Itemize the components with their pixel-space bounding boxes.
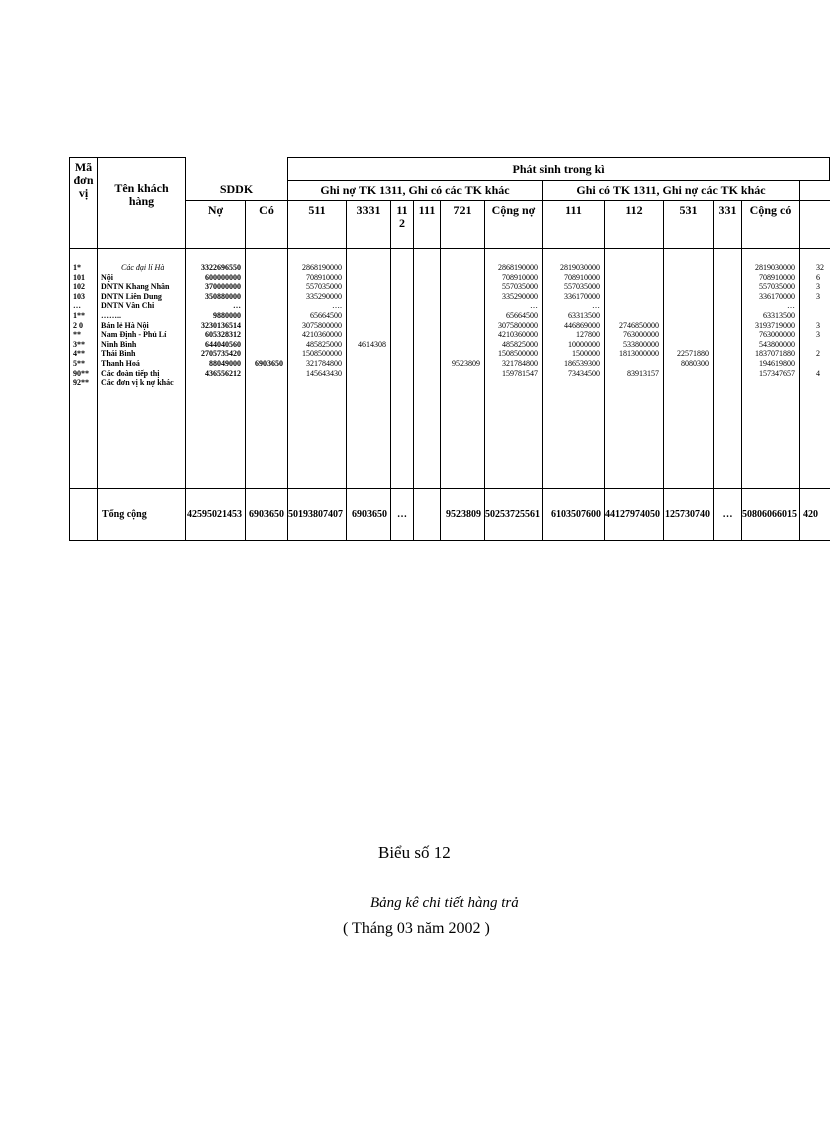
cell-value: 32 <box>816 263 824 272</box>
cell-value <box>664 273 709 283</box>
cell-value: 92** <box>73 378 89 388</box>
header-721: 721 <box>441 201 485 249</box>
cell-value <box>246 263 283 273</box>
header-no: Nợ <box>186 201 246 249</box>
debit-112-column <box>391 249 414 489</box>
cell-value: …. <box>332 301 342 311</box>
cell-value: … <box>530 301 538 311</box>
header-cong-co: Cộng có <box>742 201 800 249</box>
sddk-no-column <box>186 249 246 489</box>
cell-value: 3 <box>816 291 820 301</box>
cell-value <box>347 273 386 283</box>
cell-value <box>441 263 480 273</box>
cell-value <box>441 292 480 302</box>
cell-value <box>347 263 386 273</box>
cell-value: Nội <box>101 272 113 282</box>
cell-value: 644040560 <box>205 339 241 349</box>
cell-value <box>246 273 283 283</box>
cell-value: …….. <box>101 310 121 320</box>
cell-value <box>742 378 795 388</box>
header-sddk-cell <box>186 158 288 201</box>
cell-value: 3322696550 <box>201 263 241 272</box>
cell-value: Nam Định - Phủ Lí <box>101 330 167 340</box>
cell-value: 3075800000 <box>498 320 538 330</box>
cell-value: Các đoàn tiếp thị <box>101 368 160 378</box>
customer-names-column <box>98 249 186 489</box>
receivables-ledger-table <box>69 157 830 541</box>
cell-value <box>605 301 659 311</box>
cell-value: 127800 <box>576 330 600 340</box>
header-tail <box>800 181 830 201</box>
cell-value: 65664500 <box>506 310 538 320</box>
cell-value <box>605 263 659 273</box>
cell-value: 763000000 <box>759 330 795 340</box>
cell-value: 557035000 <box>502 282 538 292</box>
total-cong-no: 50253725561 <box>485 489 543 541</box>
cell-value: 2868190000 <box>302 263 342 272</box>
total-code <box>70 489 98 541</box>
cell-value: 557035000 <box>306 282 342 292</box>
cell-value: 63313500 <box>568 310 600 320</box>
cell-value <box>441 330 480 340</box>
cell-value <box>816 311 830 321</box>
cell-value <box>816 378 830 388</box>
cell-value: 4** <box>73 349 85 359</box>
cell-value: 3** <box>73 339 85 349</box>
cell-value: 1* <box>73 263 81 272</box>
header-ma-don-vi: Mã đơn vị <box>70 158 98 249</box>
cell-value: 3 <box>816 330 820 340</box>
cell-value: DNTN Khang Nhân <box>101 282 170 292</box>
total-721: 9523809 <box>441 489 485 541</box>
cell-value: 186539300 <box>564 358 600 368</box>
cell-value: 101 <box>73 272 85 282</box>
cell-value <box>664 292 709 302</box>
credit-331-column <box>714 249 742 489</box>
cell-value <box>605 282 659 292</box>
cell-value: 446869000 <box>564 320 600 330</box>
tail-column <box>800 249 830 489</box>
header-3331: 3331 <box>347 201 391 249</box>
cell-value: 157347657 <box>759 368 795 378</box>
total-tail: 420 <box>800 489 830 541</box>
cell-value: 321784800 <box>502 358 538 368</box>
cell-value <box>246 330 283 340</box>
cell-value: 10000000 <box>568 339 600 349</box>
cell-value: ** <box>73 330 81 340</box>
cell-value: 103 <box>73 291 85 301</box>
cell-value: 1** <box>73 310 85 320</box>
debit-3331-column <box>347 249 391 489</box>
cell-value <box>347 349 386 359</box>
cell-value: 335290000 <box>306 291 342 301</box>
cell-value: 5** <box>73 358 85 368</box>
cell-value <box>246 369 283 379</box>
cell-value: 90** <box>73 368 89 378</box>
cell-value: … <box>592 301 600 311</box>
codes-column <box>70 249 98 489</box>
cell-value: 88049000 <box>209 358 241 368</box>
cell-value: 102 <box>73 282 85 292</box>
cell-value <box>441 282 480 292</box>
cell-value: 336170000 <box>759 291 795 301</box>
cell-value: 708910000 <box>306 272 342 282</box>
sddk-co-column <box>246 249 288 489</box>
cell-value: DNTN Liên Dung <box>101 291 162 301</box>
cell-value: 3 <box>816 282 820 292</box>
cong-co-column <box>742 249 800 489</box>
cell-value <box>441 311 480 321</box>
report-caption: Bảng kê chi tiết hàng trả <box>370 895 519 911</box>
cell-value <box>485 378 538 388</box>
header-111: 111 <box>414 201 441 249</box>
cell-value: 3075800000 <box>302 320 342 330</box>
cell-value: 436556212 <box>205 368 241 378</box>
cell-value: 65664500 <box>310 310 342 320</box>
cell-value: 605328312 <box>205 330 241 340</box>
cell-value: 708910000 <box>564 272 600 282</box>
cell-value: 1508500000 <box>498 349 538 359</box>
cell-value <box>441 321 480 331</box>
cell-value <box>347 282 386 292</box>
cell-value <box>186 378 241 388</box>
cell-value: 763000000 <box>623 330 659 340</box>
header-ghi-co-group: Ghi có TK 1311, Ghi nợ các TK khác <box>543 181 800 201</box>
cell-value <box>605 378 659 388</box>
cell-value <box>347 301 386 311</box>
total-credit-331: … <box>714 489 742 541</box>
cell-value <box>246 321 283 331</box>
cell-value: 6903650 <box>255 358 283 368</box>
cong-no-column <box>485 249 543 489</box>
cell-value: Thái Bình <box>101 349 136 359</box>
cell-value: 159781547 <box>502 368 538 378</box>
report-period: ( Tháng 03 năm 2002 ) <box>343 920 490 937</box>
cell-value: 600000000 <box>205 272 241 282</box>
cell-value <box>288 378 342 388</box>
cell-value: Bán lẻ Hà Nội <box>101 320 149 330</box>
cell-value <box>347 311 386 321</box>
cell-value: 4 <box>816 368 820 378</box>
cell-value: … <box>233 301 241 311</box>
cell-value: Các đơn vị k nợ khác <box>101 378 174 388</box>
cell-value: 4614308 <box>358 339 386 349</box>
header-sddk: SDDK <box>219 181 254 196</box>
cell-value: 3193719000 <box>755 320 795 330</box>
cell-value <box>246 282 283 292</box>
total-3331: 6903650 <box>347 489 391 541</box>
cell-value <box>347 369 386 379</box>
header-112: 11 2 <box>391 201 414 249</box>
total-credit-111: 6103507600 <box>543 489 605 541</box>
cell-value <box>816 340 830 350</box>
cell-value: Ninh Bình <box>101 339 137 349</box>
cell-value: 1508500000 <box>302 349 342 359</box>
cell-value: 370000000 <box>205 282 241 292</box>
cell-value <box>605 273 659 283</box>
cell-value <box>664 301 709 311</box>
total-111 <box>414 489 441 541</box>
cell-value: 2819030000 <box>755 263 795 272</box>
cell-value <box>605 292 659 302</box>
total-sddk-no: 42595021453 <box>186 489 246 541</box>
header-ten-khach-hang: Tên khách hàng <box>98 158 186 249</box>
cell-value: 145643430 <box>306 368 342 378</box>
cell-value: 557035000 <box>564 282 600 292</box>
cell-value <box>664 321 709 331</box>
cell-value <box>441 369 480 379</box>
cell-value <box>441 301 480 311</box>
cell-value: 335290000 <box>502 291 538 301</box>
cell-value <box>347 321 386 331</box>
cell-value: 1813000000 <box>619 349 659 359</box>
cell-value <box>347 378 386 388</box>
cell-value: Các đại lí Hà <box>121 263 165 272</box>
cell-value: 2 <box>816 349 820 359</box>
header-credit-531: 531 <box>664 201 714 249</box>
total-credit-112: 44127974050 <box>605 489 664 541</box>
debit-721-column <box>441 249 485 489</box>
cell-value <box>664 378 709 388</box>
cell-value <box>246 311 283 321</box>
cell-value: 350880000 <box>205 291 241 301</box>
cell-value: 4210360000 <box>498 330 538 340</box>
debit-511-column <box>288 249 347 489</box>
cell-value <box>543 378 600 388</box>
cell-value: DNTN Vân Chi <box>101 301 155 311</box>
header-cong-no: Cộng nợ <box>485 201 543 249</box>
cell-value <box>441 340 480 350</box>
cell-value: 336170000 <box>564 291 600 301</box>
cell-value: 2705735420 <box>201 349 241 359</box>
cell-value: 22571880 <box>677 349 709 359</box>
credit-531-column <box>664 249 714 489</box>
cell-value <box>347 359 386 369</box>
form-number: Biểu số 12 <box>378 843 451 862</box>
cell-value <box>664 340 709 350</box>
cell-value <box>664 311 709 321</box>
cell-value: 485825000 <box>502 339 538 349</box>
cell-value: 1837071880 <box>755 349 795 359</box>
header-co: Có <box>246 201 288 249</box>
cell-value <box>441 349 480 359</box>
header-credit-331: 331 <box>714 201 742 249</box>
cell-value <box>441 273 480 283</box>
debit-111-column <box>414 249 441 489</box>
cell-value <box>816 359 830 369</box>
cell-value: 533800000 <box>623 339 659 349</box>
cell-value <box>605 311 659 321</box>
header-credit-112: 112 <box>605 201 664 249</box>
total-112-dots: … <box>391 489 414 541</box>
cell-value: 557035000 <box>759 282 795 292</box>
cell-value: 8080300 <box>681 358 709 368</box>
cell-value: 543800000 <box>759 339 795 349</box>
cell-value: 4210360000 <box>302 330 342 340</box>
credit-111-column <box>543 249 605 489</box>
cell-value <box>816 301 830 311</box>
cell-value: 2868190000 <box>498 263 538 272</box>
cell-value: 6 <box>816 272 820 282</box>
cell-value: 9880000 <box>213 310 241 320</box>
cell-value <box>664 282 709 292</box>
cell-value: Thanh Hoá <box>101 358 140 368</box>
cell-value: 2 0 <box>73 320 83 330</box>
cell-value <box>664 330 709 340</box>
cell-value: 321784800 <box>306 358 342 368</box>
cell-value: 73434500 <box>568 368 600 378</box>
header-511: 511 <box>288 201 347 249</box>
credit-112-column <box>605 249 664 489</box>
total-511: 50193807407 <box>288 489 347 541</box>
cell-value: 9523809 <box>452 358 480 368</box>
cell-value <box>441 378 480 388</box>
cell-value <box>246 292 283 302</box>
header-credit-111: 111 <box>543 201 605 249</box>
cell-value: 63313500 <box>763 310 795 320</box>
cell-value <box>246 349 283 359</box>
header-tail-blank <box>800 201 830 249</box>
cell-value <box>664 369 709 379</box>
cell-value <box>246 340 283 350</box>
cell-value: 3 <box>816 320 820 330</box>
total-credit-531: 125730740 <box>664 489 714 541</box>
cell-value: 194619800 <box>759 358 795 368</box>
cell-value <box>246 378 283 388</box>
cell-value: 83913157 <box>627 368 659 378</box>
cell-value <box>664 263 709 273</box>
cell-value <box>246 301 283 311</box>
header-phat-sinh: Phát sinh trong kì <box>288 158 830 181</box>
cell-value: 2746850000 <box>619 320 659 330</box>
cell-value: 2819030000 <box>560 263 600 272</box>
cell-value: 708910000 <box>759 272 795 282</box>
total-label: Tổng cộng <box>98 489 186 541</box>
cell-value: 3230136514 <box>201 320 241 330</box>
cell-value <box>347 292 386 302</box>
cell-value: 1500000 <box>572 349 600 359</box>
total-cong-co: 50806066015 <box>742 489 800 541</box>
cell-value <box>347 330 386 340</box>
cell-value: 708910000 <box>502 272 538 282</box>
header-ghi-no-group: Ghi nợ TK 1311, Ghi có các TK khác <box>288 181 543 201</box>
total-sddk-co: 6903650 <box>246 489 288 541</box>
cell-value: … <box>787 301 795 311</box>
cell-value <box>605 359 659 369</box>
cell-value: 485825000 <box>306 339 342 349</box>
cell-value: … <box>73 301 81 311</box>
